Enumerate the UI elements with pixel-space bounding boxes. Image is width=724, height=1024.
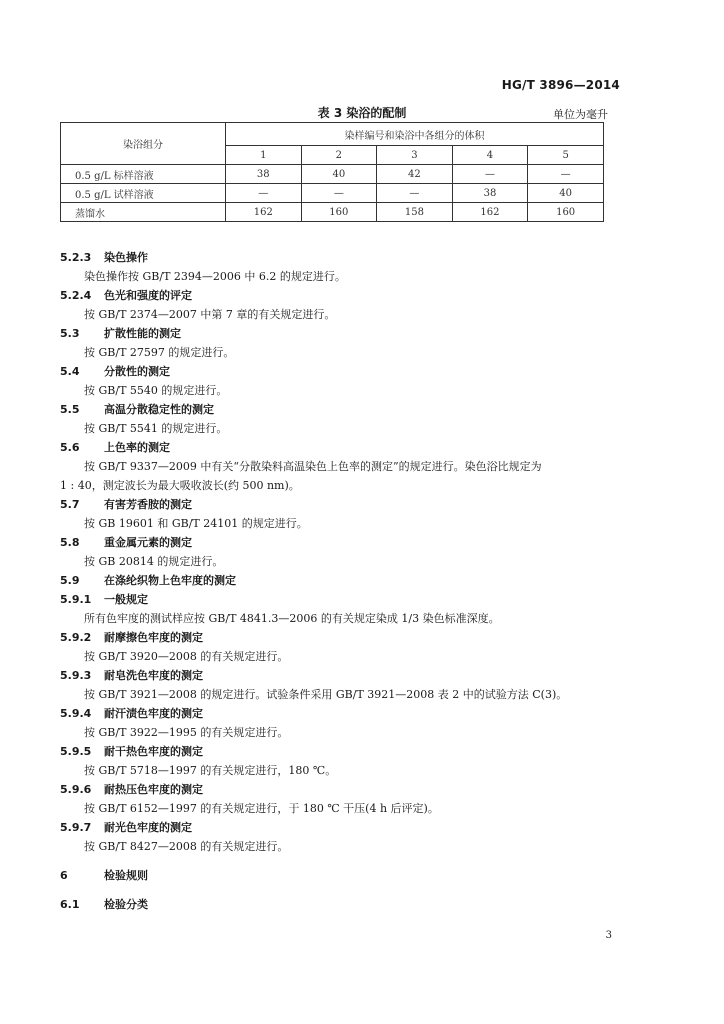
heading-title: 分散性的测定 <box>104 365 170 378</box>
table-cell: 38 <box>226 165 302 184</box>
paragraph-line: 按 GB 19601 和 GB/T 24101 的规定进行。 <box>84 517 308 530</box>
section-heading <box>60 780 620 799</box>
section-heading <box>60 666 620 685</box>
table-cell: — <box>301 184 377 203</box>
section-heading <box>60 628 620 647</box>
heading-number: 5.9.3 <box>60 669 92 682</box>
table-cell: 38 <box>452 184 528 203</box>
heading-number: 5.6 <box>60 441 80 454</box>
heading-title: 染色操作 <box>104 251 148 264</box>
heading-number: 5.2.3 <box>60 251 92 264</box>
paragraph-line: 所有色牢度的测试样应按 GB/T 4841.3—2006 的有关规定染成 1/3 染色标准深度。 <box>84 612 500 625</box>
heading-number: 5.7 <box>60 498 80 511</box>
heading-title: 耐热压色牢度的测定 <box>104 783 203 796</box>
heading-number: 5.3 <box>60 327 80 340</box>
heading-title: 扩散性能的测定 <box>104 327 181 340</box>
section-list <box>60 248 620 856</box>
column-header: 3 <box>377 146 453 165</box>
heading-number: 5.9.4 <box>60 707 92 720</box>
row-label: 0.5 g/L 标样溶液 <box>61 165 226 184</box>
column-header: 5 <box>528 146 604 165</box>
section-heading <box>60 362 620 381</box>
heading-number: 6 <box>60 869 68 882</box>
heading-number: 5.4 <box>60 365 80 378</box>
paragraph-line: 按 GB/T 8427—2008 的有关规定进行。 <box>84 840 289 853</box>
paragraph-line: 按 GB/T 3921—2008 的规定进行。试验条件采用 GB/T 3921—2008 表 2 中的试验方法 C(3)。 <box>84 688 568 701</box>
table-cell: 162 <box>226 203 302 222</box>
row-label: 0.5 g/L 试样溶液 <box>61 184 226 203</box>
section-heading <box>60 571 620 590</box>
heading-number: 5.2.4 <box>60 289 92 302</box>
heading-number: 5.9.7 <box>60 821 92 834</box>
heading-title: 检验分类 <box>104 898 148 911</box>
paragraph-line: 1 : 40，测定波长为最大吸收波长(约 500 nm)。 <box>60 479 300 492</box>
table-cell: 158 <box>377 203 453 222</box>
table-cell: — <box>226 184 302 203</box>
section-heading <box>60 704 620 723</box>
table-cell: 160 <box>301 203 377 222</box>
heading-title: 耐皂洗色牢度的测定 <box>104 669 203 682</box>
section-heading <box>60 533 620 552</box>
heading-number: 5.8 <box>60 536 80 549</box>
heading-title: 一般规定 <box>104 593 148 606</box>
section-heading <box>60 400 620 419</box>
heading-title: 耐汗渍色牢度的测定 <box>104 707 203 720</box>
heading-title: 在涤纶织物上色牢度的测定 <box>104 574 236 587</box>
heading-number: 5.9.1 <box>60 593 92 606</box>
table-cell: 40 <box>301 165 377 184</box>
table-cell: 160 <box>528 203 604 222</box>
row-label: 蒸馏水 <box>61 203 226 222</box>
table-row <box>61 184 604 203</box>
paragraph-line: 按 GB/T 3920—2008 的有关规定进行。 <box>84 650 289 663</box>
heading-number: 5.5 <box>60 403 80 416</box>
table-unit: 单位为毫升 <box>553 108 608 121</box>
table-cell: 162 <box>452 203 528 222</box>
paragraph-line: 按 GB/T 2374—2007 中第 7 章的有关规定进行。 <box>84 308 336 321</box>
heading-title: 高温分散稳定性的测定 <box>104 403 214 416</box>
section-heading <box>60 495 620 514</box>
table-cell: — <box>528 165 604 184</box>
chapter-heading <box>60 866 620 885</box>
heading-number: 5.9.5 <box>60 745 92 758</box>
section-heading <box>60 742 620 761</box>
paragraph-line: 按 GB 20814 的规定进行。 <box>84 555 224 568</box>
table-row <box>61 165 604 184</box>
heading-title: 检验规则 <box>104 869 148 882</box>
paragraph-line: 按 GB/T 27597 的规定进行。 <box>84 346 235 359</box>
heading-title: 耐干热色牢度的测定 <box>104 745 203 758</box>
heading-title: 有害芳香胺的测定 <box>104 498 192 511</box>
paragraph-line: 按 GB/T 3922—1995 的有关规定进行。 <box>84 726 289 739</box>
paragraph-line: 染色操作按 GB/T 2394—2006 中 6.2 的规定进行。 <box>84 270 346 283</box>
paragraph-line: 按 GB/T 9337—2009 中有关“分散染料高温染色上色率的测定”的规定进行。染色浴比规定为 <box>84 460 542 473</box>
section-heading <box>60 895 620 914</box>
page-number: 3 <box>605 930 612 941</box>
heading-title: 耐光色牢度的测定 <box>104 821 192 834</box>
heading-number: 5.9.2 <box>60 631 92 644</box>
paragraph-line: 按 GB/T 5541 的规定进行。 <box>84 422 228 435</box>
component-header: 染浴组分 <box>61 123 226 165</box>
heading-title: 耐摩擦色牢度的测定 <box>104 631 203 644</box>
section-heading <box>60 286 620 305</box>
table-cell: — <box>377 184 453 203</box>
table-title: 表 3 染浴的配制 <box>317 106 407 120</box>
table-cell: — <box>452 165 528 184</box>
heading-number: 5.9.6 <box>60 783 92 796</box>
heading-title: 重金属元素的测定 <box>104 536 192 549</box>
heading-number: 5.9 <box>60 574 80 587</box>
section-heading <box>60 818 620 837</box>
doc-code: HG/T 3896—2014 <box>501 78 620 92</box>
section-heading <box>60 438 620 457</box>
section-heading <box>60 324 620 343</box>
heading-title: 上色率的测定 <box>104 441 170 454</box>
column-header: 4 <box>452 146 528 165</box>
paragraph-line: 按 GB/T 5540 的规定进行。 <box>84 384 228 397</box>
heading-number: 6.1 <box>60 898 80 911</box>
paragraph-line: 按 GB/T 5718—1997 的有关规定进行，180 ℃。 <box>84 764 337 777</box>
column-header: 1 <box>226 146 302 165</box>
paragraph-line: 按 GB/T 6152—1997 的有关规定进行，于 180 ℃ 干压(4 h 后评定)。 <box>84 802 439 815</box>
table-cell: 40 <box>528 184 604 203</box>
group-header: 染样编号和染浴中各组分的体积 <box>226 123 604 146</box>
table-cell: 42 <box>377 165 453 184</box>
section-heading <box>60 248 620 267</box>
heading-title: 色光和强度的评定 <box>104 289 192 302</box>
section-heading <box>60 590 620 609</box>
table-row <box>61 203 604 222</box>
dye-bath-table <box>60 122 604 222</box>
column-header: 2 <box>301 146 377 165</box>
document-body <box>60 248 620 914</box>
